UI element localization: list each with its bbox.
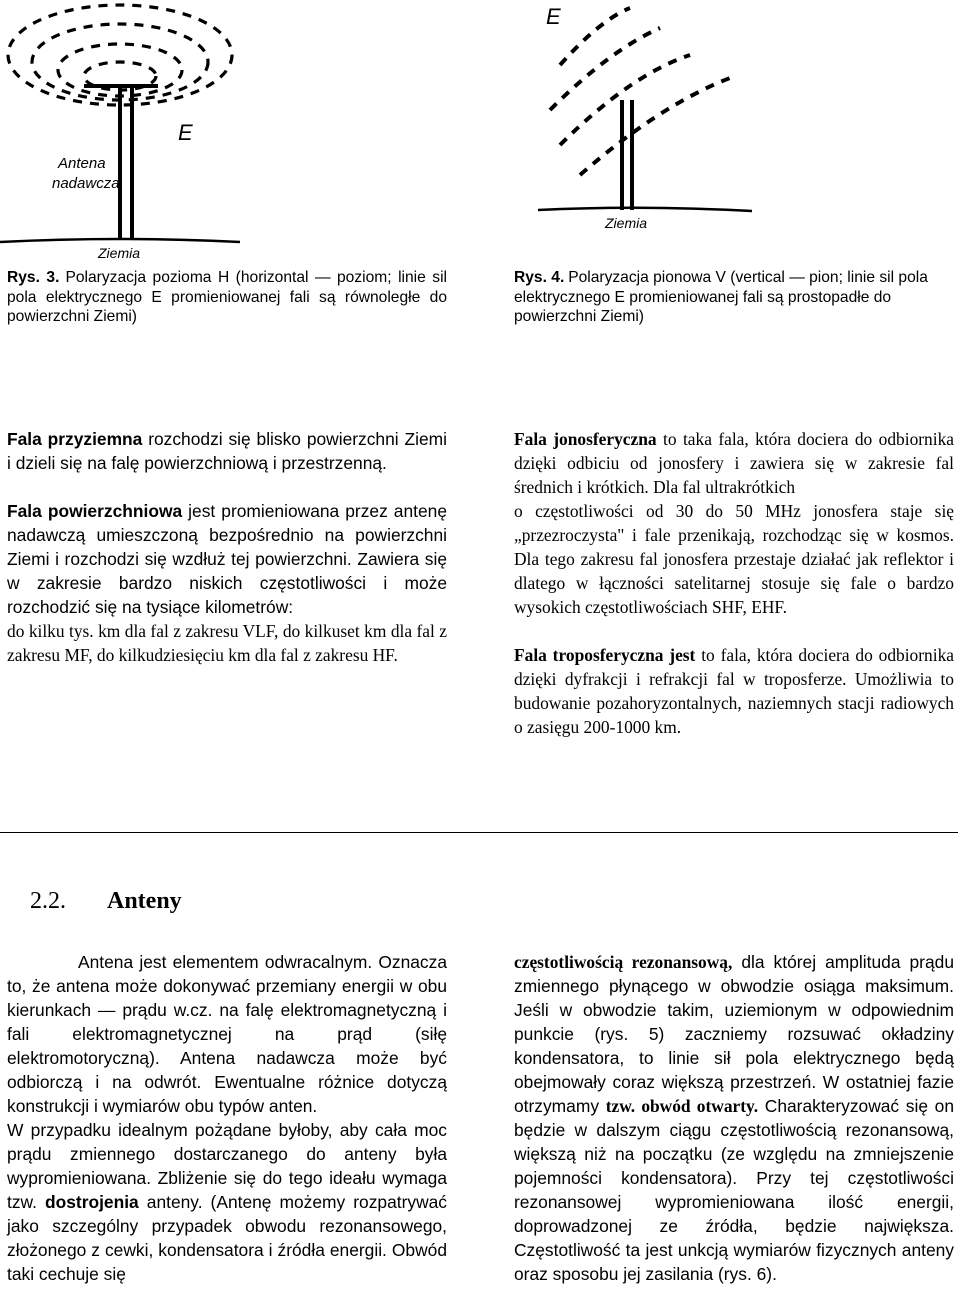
caption-text: Polaryzacja pozioma H (horizontal — poziom; linie sil pola elektrycznego E promieniowanej fali są równoległe do powierzchni Ziemi) [7,269,448,325]
term-sky-wave: Fala jonosferyczna [514,429,657,449]
ground-label: Ziemia [98,245,141,261]
figure-4-caption [514,268,954,327]
sky-wave-text: to taka fala, która dociera do odbiornika dzięki odbiciu od jonosfery i zawiera się w zakresie fal średnich i krótkich. Dla fal ultrakrótkich [514,429,954,497]
field-line-4 [580,78,730,175]
section-title: Anteny [107,888,182,914]
term-tuning: dostrojenia [45,1192,139,1212]
paragraph-ground-wave [7,427,447,475]
figure-vertical-polarization [490,0,960,262]
field-line-1 [560,8,630,65]
ground-label: Ziemia [605,215,648,231]
paragraph-antenna-tuning [7,1118,447,1286]
paragraph-sky-wave [514,427,954,619]
caption-text: Polaryzacja pionowa V (vertical — pion; linie sil pola elektrycznego E promieniowanej fali są prostopadłe do powierzchni Ziemi) [514,269,928,325]
figure-3-caption [7,268,447,327]
bottom-right-column [514,950,954,1286]
resonance-text-a: dla której amplituda prądu zmiennego płynącego w obwodzie osiąga maksimum. Jeśli w obwodzie takim, uziemionym w odpowiednim punkcie (rys. 5) zaczniemy rozsuwać okładziny kondensatora, to linie sił pola elektrycznego będą obejmowały coraz większą przestrzeń. W ostatniej fazie otrzymamy [514,952,954,1116]
ground-line [0,239,240,242]
antenna-tuning-text-b: anteny. (Antenę możemy rozpatrywać jako szczególny przypadek obwodu rezonansowego, złożonego z cewki, kondensatora i źródła energii. Obwód taki cechuje się [7,1192,447,1284]
term-resonant-frequency: częstotliwością rezonansową, [514,952,733,972]
paragraph-surface-wave [7,499,447,667]
bottom-left-column [7,950,447,1286]
tropospheric-wave-text: to fala, która dociera do odbiornika dzięki dyfrakcji i refrakcji fal w troposferze. Umożliwia to budowanie pozahoryzontalnych, naziemnych stacji radiowych o zasięgu 200-1000 km. [514,645,954,737]
antenna-reversible-text: Antena jest elementem odwracalnym. Oznacza to, że antena może dokonywać przemiany energii w obu kierunkach — prądu w.cz. na falę elektromagnetyczną i fali elektromagnetycznej na prąd (siłę elektromotoryczną). Antena nadawcza może być odbiorczą i na odwrót. Ewentualne różnice dotyczą konstrukcji i wymiarów obu typów anten. [7,952,447,1116]
antenna-tuning-text-a: W przypadku idealnym pożądane byłoby, aby cała moc prądu zmiennego dostarczanego do anteny była wypromieniowana. Zbliżenie się do tego ideału wymaga tzw. [7,1120,447,1212]
antenna-label-2: nadawcza [52,175,120,192]
figure-horizontal-polarization [0,0,470,262]
surface-wave-text: jest promieniowana przez antenę nadawczą umieszczoną bezpośrednio na powierzchni Ziemi i rozchodzi się wzdłuż tej powierzchni. Zawiera się w zakresie bardzo niskich częstotliwości i może rozchodzić się na tysiące kilometrów: [7,501,447,617]
caption-prefix: Rys. 3. [7,269,60,286]
term-tropospheric-wave: Fala troposferyczna jest [514,645,696,665]
field-line-2 [550,28,660,110]
horizontal-polarization-diagram [0,0,470,262]
section-heading [30,888,182,915]
ground-wave-text: rozchodzi się blisko powierzchni Ziemi i dzieli się na falę powierzchniową i przestrzenną. [7,429,447,473]
e-label: E [546,4,561,29]
paragraph-antenna-reversible [7,950,447,1118]
term-ground-wave: Fala przyziemna [7,429,143,449]
section-number: 2.2. [30,888,66,914]
term-surface-wave: Fala powierzchniowa [7,501,183,521]
resonance-text-b: Charakteryzować się on będzie w dalszym ciągu częstotliwością rezonansową, większą niż na początku (ze względu na zmniejszenie pojemności kondensatora). Przy tej częstotliwości rezonansowej wypromieniowana ilość energii, doprowadzonej ze źródła, będzie największa. Częstotliwość ta jest unkcją wymiarów fizycznych anteny oraz sposobu jej zasilania (rys. 6). [514,1096,955,1284]
term-open-circuit: tzw. obwód otwarty. [605,1096,759,1116]
caption-prefix: Rys. 4. [514,269,565,286]
sky-wave-tail: o częstotliwości od 30 do 50 MHz jonosfera staje się „przezroczysta" i fale przenikają, rozchodząc się w kosmos. Dla tego zakresu fal jonosfera przestaje działać jak reflektor i dlatego w łączności satelitarnej stosuje się fale o bardzo wysokich częstotliwościach SHF, EHF. [514,501,954,617]
antenna-label-1: Antena [58,155,106,172]
vertical-polarization-diagram [490,0,960,262]
field-line-3 [560,55,690,145]
paragraph-resonance [514,950,954,1286]
paragraph-tropospheric-wave [514,643,954,739]
right-column [514,427,954,739]
left-column [7,427,447,667]
section-divider [0,832,958,833]
ground-line [538,208,752,211]
surface-wave-tail: do kilku tys. km dla fal z zakresu VLF, do kilkuset km dla fal z zakresu MF, do kilkudziesięciu km dla fal z zakresu HF. [7,621,447,665]
e-label: E [178,120,193,145]
